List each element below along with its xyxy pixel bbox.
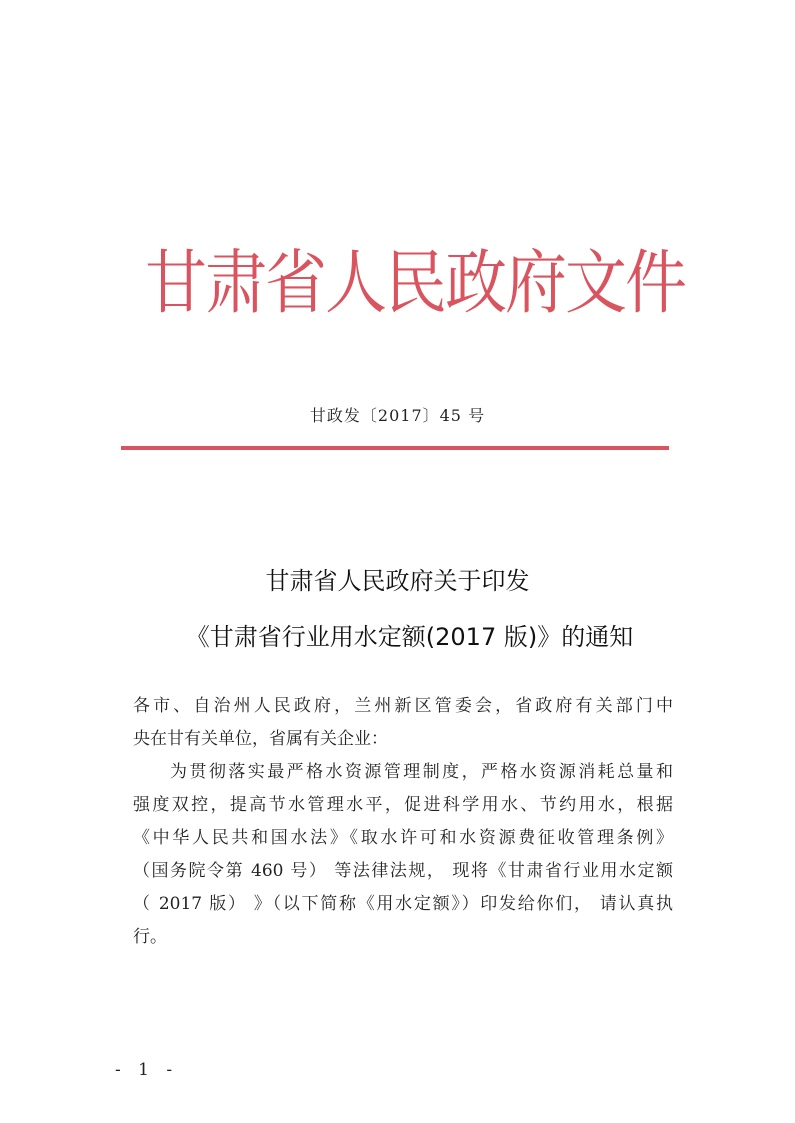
document-number: 甘政发〔2017〕45 号 [309, 406, 486, 425]
notice-title-line-2: 《甘肃省行业用水定额(2017 版)》的通知 [185, 623, 634, 651]
notice-body [133, 690, 673, 954]
red-divider-line [121, 446, 669, 450]
paragraph-line-1: 为贯彻落实最严格水资源管理制度，严格水资源消耗总量和 [170, 762, 673, 782]
addressee-line-2: 央在甘有关单位，省属有关企业： [133, 729, 388, 749]
notice-title-line-1: 甘肃省人民政府关于印发 [265, 567, 530, 595]
paragraph-line-2: 强度双控，提高节水管理水平，促进科学用水、节约用水，根据 [133, 795, 673, 815]
paragraph-line-3: 《中华人民共和国水法》《取水许可和水资源费征收管理条例》 [133, 828, 673, 848]
paragraph-line-6: 行。 [133, 927, 167, 947]
page-number: - 1 - [115, 1060, 179, 1080]
paragraph-line-4: （国务院令第 460 号） 等法律法规， 现将《甘肃省行业用水定额 [133, 861, 673, 881]
paragraph-line-5: （ 2017 版） 》（以下简称《用水定额》）印发给你们， 请认真执 [133, 894, 673, 914]
masthead-title: 甘肃省人民政府文件 [144, 241, 685, 324]
addressee-line-1: 各市、自治州人民政府，兰州新区管委会，省政府有关部门中 [133, 696, 673, 716]
